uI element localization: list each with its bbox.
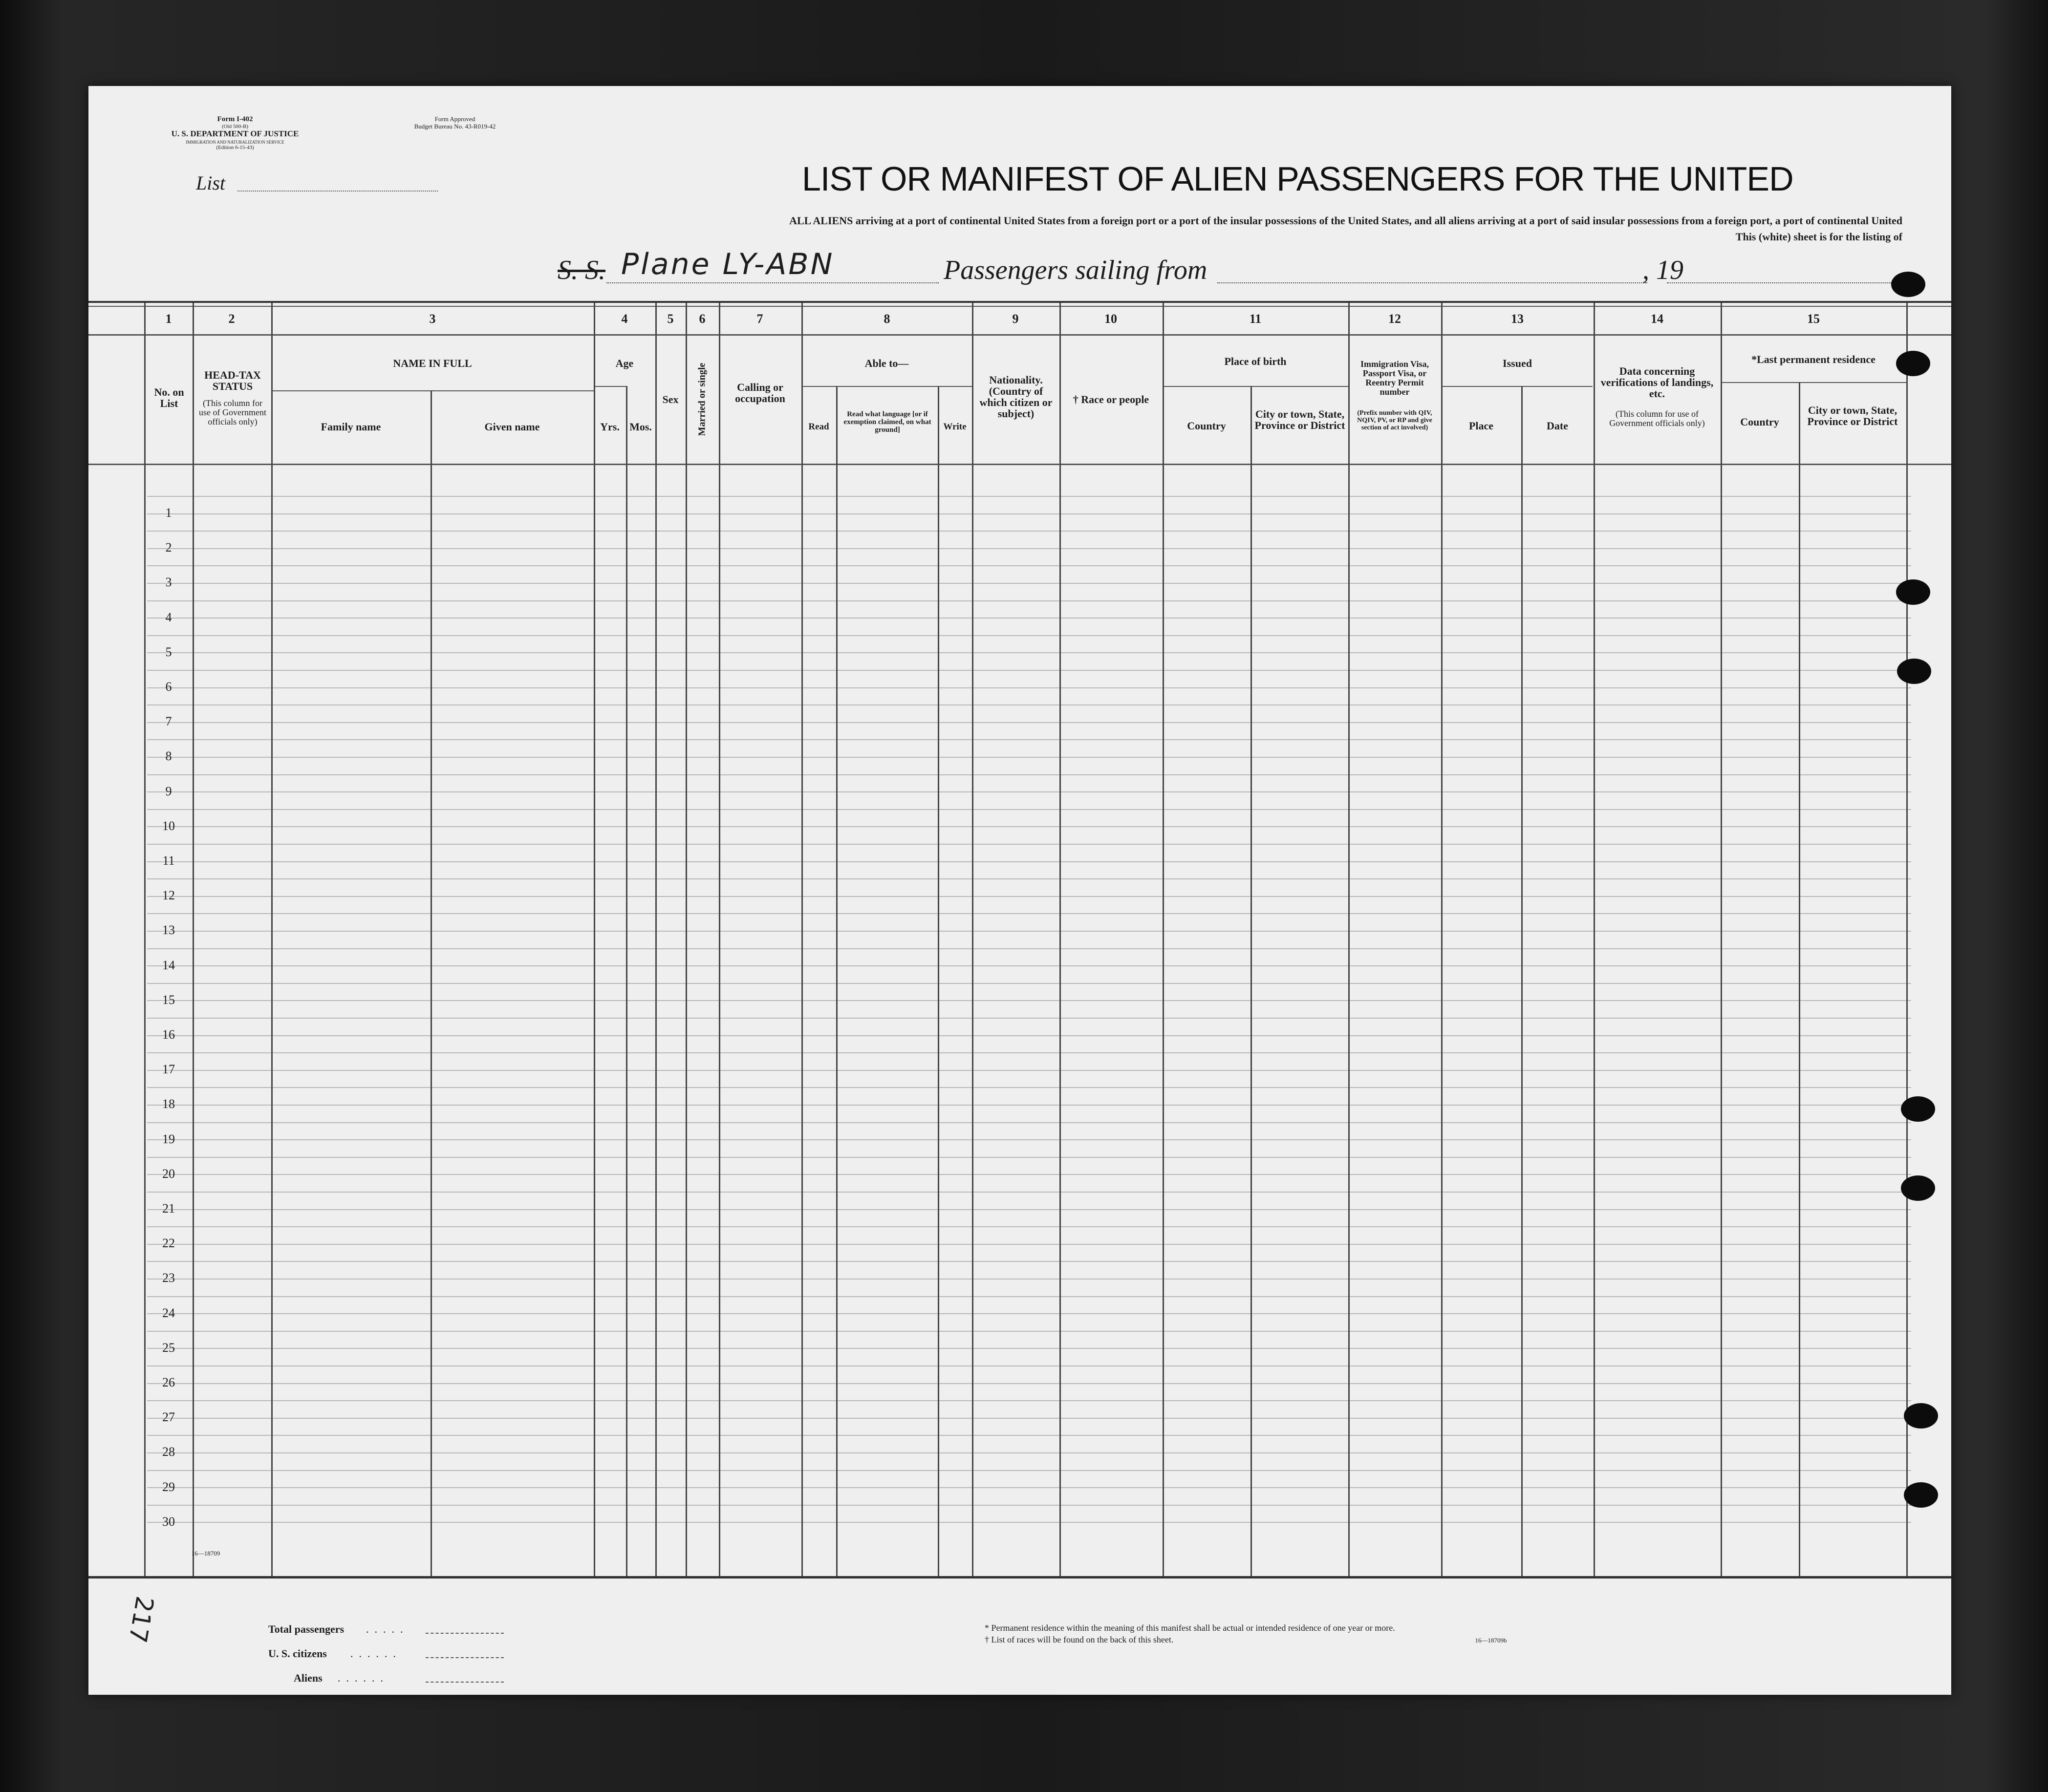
aliens-field	[426, 1682, 504, 1683]
row-rule	[147, 774, 1911, 775]
row-rule	[147, 548, 1911, 549]
binder-hole	[1891, 272, 1925, 297]
row-number: 12	[162, 888, 175, 903]
department: U. S. DEPARTMENT OF JUSTICE	[171, 129, 299, 138]
col-line-j	[801, 303, 803, 1576]
footnote-residence: * Permanent residence within the meaning of this manifest shall be actual or intended residence of one year or more.	[985, 1623, 1395, 1633]
header-age: Age	[615, 357, 634, 369]
row-rule	[147, 722, 1911, 723]
row-number: 5	[165, 644, 172, 659]
header-write: Write	[943, 422, 967, 432]
colnum-6: 6	[699, 312, 706, 326]
row-number: 13	[162, 923, 175, 938]
colnum-5: 5	[667, 312, 674, 326]
header-issued: Issued	[1503, 357, 1532, 369]
row-number: 2	[165, 540, 172, 555]
aliens-dots: ......	[338, 1672, 389, 1684]
footnote-races: † List of races will be found on the back of this sheet.	[985, 1635, 1174, 1644]
aliens-label: Aliens	[294, 1672, 323, 1684]
form-approved: Form Approved	[434, 115, 475, 123]
colnum-8: 8	[884, 312, 890, 326]
row-rule	[147, 583, 1911, 584]
row-rule	[147, 861, 1911, 862]
col-line-l	[938, 386, 939, 1576]
col-line-k	[836, 386, 838, 1576]
header-place-of-birth: Place of birth	[1224, 355, 1287, 367]
col-line-u	[1721, 303, 1722, 1576]
row-number: 16	[162, 1027, 175, 1042]
print-code: 16—18709	[191, 1550, 220, 1557]
sailing-from-line	[1217, 282, 1647, 283]
col-line-t	[1594, 303, 1595, 1576]
header-married: Married or single	[696, 363, 708, 436]
col-line-m	[972, 303, 973, 1576]
row-rule	[147, 1070, 1911, 1071]
header-last-residence: *Last permanent residence	[1751, 353, 1876, 365]
colnum-15: 15	[1807, 312, 1820, 326]
row-rule	[147, 757, 1911, 758]
row-rule	[147, 1261, 1911, 1262]
header-issued-place: Place	[1468, 420, 1494, 432]
row-number: 22	[162, 1236, 175, 1251]
header-yrs: Yrs.	[600, 421, 620, 433]
header-sex: Sex	[662, 393, 679, 405]
row-rule	[147, 1157, 1911, 1158]
header-head-tax: HEAD-TAX STATUS	[204, 369, 261, 392]
row-rule	[147, 1018, 1911, 1019]
colnum-9: 9	[1012, 312, 1019, 326]
col-line-h	[686, 303, 687, 1576]
col-line-w	[1906, 303, 1908, 1576]
page-title: LIST OR MANIFEST OF ALIEN PASSENGERS FOR THE UNITED	[802, 160, 1793, 198]
row-rule	[147, 826, 1911, 827]
row-number: 1	[165, 506, 172, 520]
total-dots: .....	[366, 1623, 409, 1635]
header-bottom-border	[88, 464, 1951, 465]
col-line-v	[1799, 382, 1800, 1576]
row-number: 21	[162, 1201, 175, 1216]
row-rule	[147, 600, 1911, 601]
row-rule	[147, 652, 1911, 653]
binder-hole	[1904, 1482, 1938, 1508]
row-number: 23	[162, 1271, 175, 1285]
binder-hole	[1901, 1175, 1935, 1201]
colnum-7: 7	[756, 312, 763, 326]
us-citizens-label: U. S. citizens	[268, 1647, 327, 1660]
col-line-s	[1521, 386, 1523, 1576]
manifest-sheet	[88, 86, 1951, 1695]
instruction-line-2: This (white) sheet is for the listing of	[1735, 231, 1902, 243]
colnum-14: 14	[1651, 312, 1663, 326]
sailing-label: Passengers sailing from	[944, 255, 1207, 285]
col-line-o	[1163, 303, 1164, 1576]
colnum-divider	[88, 334, 1951, 336]
row-rule	[147, 1192, 1911, 1193]
colnum-12: 12	[1388, 312, 1401, 326]
issued-subheader-line	[1441, 386, 1593, 387]
row-number: 6	[165, 680, 172, 694]
header-residence-city: City or town, State, Province or District	[1807, 404, 1898, 427]
colnum-2: 2	[228, 312, 235, 326]
row-rule	[147, 965, 1911, 966]
header-read-language: Read what language [or if exemption claimed, on what ground]	[843, 410, 931, 434]
col-line-p	[1250, 386, 1252, 1576]
row-rule	[147, 896, 1911, 897]
row-rule	[147, 1418, 1911, 1419]
header-family-name: Family name	[321, 421, 381, 433]
header-race: † Race or people	[1073, 393, 1149, 405]
form-id: Form I-402	[217, 115, 253, 123]
header-birth-country: Country	[1187, 420, 1226, 432]
row-rule	[147, 1505, 1911, 1506]
row-rule	[147, 1087, 1911, 1088]
col-line-g	[655, 303, 657, 1576]
name-subheader-line	[271, 390, 594, 391]
row-rule	[147, 513, 1911, 514]
row-number: 15	[162, 992, 175, 1007]
old-form: (Old 500-B)	[221, 124, 249, 129]
table-top-border	[88, 301, 1951, 303]
colnum-10: 10	[1104, 312, 1117, 326]
col-line-d	[431, 390, 432, 1576]
header-residence-country: Country	[1740, 416, 1779, 428]
row-number: 28	[162, 1445, 175, 1459]
row-rule	[147, 1226, 1911, 1227]
header-mos: Mos.	[629, 421, 652, 433]
header-visa-note: (Prefix number with QIV, NQIV, PV, or RP and give section of act involved)	[1357, 409, 1432, 431]
row-rule	[147, 496, 1911, 497]
binder-hole	[1897, 659, 1931, 684]
col-line-f	[626, 386, 627, 1576]
row-rule	[147, 618, 1911, 619]
row-rule	[147, 791, 1911, 792]
row-rule	[147, 1348, 1911, 1349]
header-name-in-full: NAME IN FULL	[393, 357, 472, 369]
list-number-line	[237, 191, 438, 192]
row-rule	[147, 704, 1911, 705]
binder-hole	[1904, 1403, 1938, 1429]
row-number: 7	[165, 714, 172, 729]
sailing-date-line	[1667, 282, 1892, 283]
row-rule	[147, 1435, 1911, 1436]
row-number: 10	[162, 818, 175, 833]
row-rule	[147, 1122, 1911, 1123]
header-visa: Immigration Visa, Passport Visa, or Reentry Permit number	[1360, 359, 1429, 397]
row-rule	[147, 1365, 1911, 1366]
colnum-11: 11	[1249, 312, 1262, 326]
row-rule	[147, 1052, 1911, 1053]
row-number: 3	[165, 575, 172, 590]
ss-label: S. S.	[558, 255, 605, 285]
row-number: 17	[162, 1062, 175, 1077]
row-number: 18	[162, 1097, 175, 1111]
table-top-border-2	[88, 306, 1951, 307]
row-rule	[147, 1000, 1911, 1001]
col-line-r	[1441, 303, 1443, 1576]
row-number: 19	[162, 1131, 175, 1146]
header-data-concerning: Data concerning verifications of landings, etc.	[1600, 365, 1714, 400]
instruction-line-1: ALL ALIENS arriving at a port of continental United States from a foreign port or a port of the insular possessions of the United States, and all aliens arriving at a port of said insular possessions from a foreign port, a port of continental United	[789, 214, 1902, 227]
col-line-a	[144, 303, 146, 1576]
row-rule	[147, 1522, 1911, 1523]
header-head-tax-note: (This column for use of Government officials only)	[199, 398, 266, 427]
colnum-4: 4	[621, 312, 628, 326]
residence-subheader-line	[1721, 382, 1906, 383]
binder-hole	[1896, 351, 1930, 376]
header-no-on-list: No. on List	[154, 386, 184, 409]
colnum-3: 3	[429, 312, 436, 326]
table-bottom-border	[88, 1576, 1951, 1579]
service: IMMIGRATION AND NATURALIZATION SERVICE	[186, 140, 284, 145]
able-subheader-line	[801, 386, 972, 387]
print-code-2: 16—18709b	[1475, 1637, 1507, 1644]
total-passengers-field	[426, 1633, 504, 1634]
row-rule	[147, 1400, 1911, 1401]
birth-subheader-line	[1163, 386, 1348, 387]
row-number: 11	[162, 853, 175, 868]
row-rule	[147, 531, 1911, 532]
row-rule	[147, 878, 1911, 879]
header-issued-date: Date	[1547, 420, 1568, 432]
col-line-b	[193, 303, 194, 1576]
row-rule	[147, 1105, 1911, 1106]
row-rule	[147, 1296, 1911, 1297]
list-label: List	[196, 172, 226, 194]
row-rule	[147, 1487, 1911, 1488]
year-label: , 19	[1642, 255, 1683, 285]
row-rule	[147, 739, 1911, 740]
row-rule	[147, 1452, 1911, 1453]
row-rule	[147, 1470, 1911, 1471]
row-rule	[147, 670, 1911, 671]
row-rule	[147, 948, 1911, 949]
vessel-line	[606, 282, 939, 283]
total-passengers-label: Total passengers	[268, 1623, 345, 1635]
row-rule	[147, 844, 1911, 845]
colnum-1: 1	[165, 312, 172, 326]
row-number: 27	[162, 1410, 175, 1425]
header-able-to: Able to—	[864, 357, 909, 369]
row-rule	[147, 687, 1911, 688]
binder-hole	[1901, 1096, 1935, 1122]
col-line-i	[719, 303, 720, 1576]
vessel-name-handwritten: Plane LY-ABN	[621, 247, 835, 281]
row-rule	[147, 1209, 1911, 1210]
col-line-n	[1059, 303, 1061, 1576]
row-rule	[147, 809, 1911, 810]
header-birth-city: City or town, State, Province or District	[1254, 408, 1345, 431]
row-number: 20	[162, 1166, 175, 1181]
row-rule	[147, 1383, 1911, 1384]
edition: (Edition 6-15-43)	[216, 145, 254, 150]
header-calling: Calling or occupation	[735, 381, 785, 405]
row-number: 24	[162, 1305, 175, 1320]
row-rule	[147, 1244, 1911, 1245]
row-number: 14	[162, 958, 175, 972]
header-data-note: (This column for use of Government officials only)	[1609, 409, 1705, 428]
row-number: 4	[165, 610, 172, 624]
row-rule	[147, 1035, 1911, 1036]
row-rule	[147, 1313, 1911, 1314]
colnum-13: 13	[1511, 312, 1524, 326]
row-number: 9	[165, 784, 172, 798]
row-number: 30	[162, 1514, 175, 1529]
budget-number: Budget Bureau No. 43-R019-42	[414, 123, 496, 130]
us-citizens-field	[426, 1657, 504, 1658]
row-rule	[147, 931, 1911, 932]
row-number: 26	[162, 1375, 175, 1389]
age-subheader-line	[594, 386, 626, 387]
col-line-e	[594, 303, 595, 1576]
row-number: 29	[162, 1479, 175, 1494]
header-given-name: Given name	[484, 421, 540, 433]
citizens-dots: ......	[350, 1647, 402, 1660]
row-rule	[147, 913, 1911, 914]
row-rule	[147, 983, 1911, 984]
margin-number-handwritten: 217	[123, 1594, 159, 1645]
row-rule	[147, 1139, 1911, 1140]
header-nationality: Nationality. (Country of which citizen or subject)	[979, 374, 1053, 420]
header-read: Read	[808, 422, 829, 432]
col-line-q	[1348, 303, 1350, 1576]
row-rule	[147, 565, 1911, 566]
row-rule	[147, 1331, 1911, 1332]
row-rule	[147, 1279, 1911, 1280]
binder-hole	[1896, 579, 1930, 605]
row-rule	[147, 1174, 1911, 1175]
row-rule	[147, 635, 1911, 636]
col-line-c	[271, 303, 273, 1576]
row-number: 8	[165, 749, 172, 764]
row-number: 25	[162, 1340, 175, 1355]
